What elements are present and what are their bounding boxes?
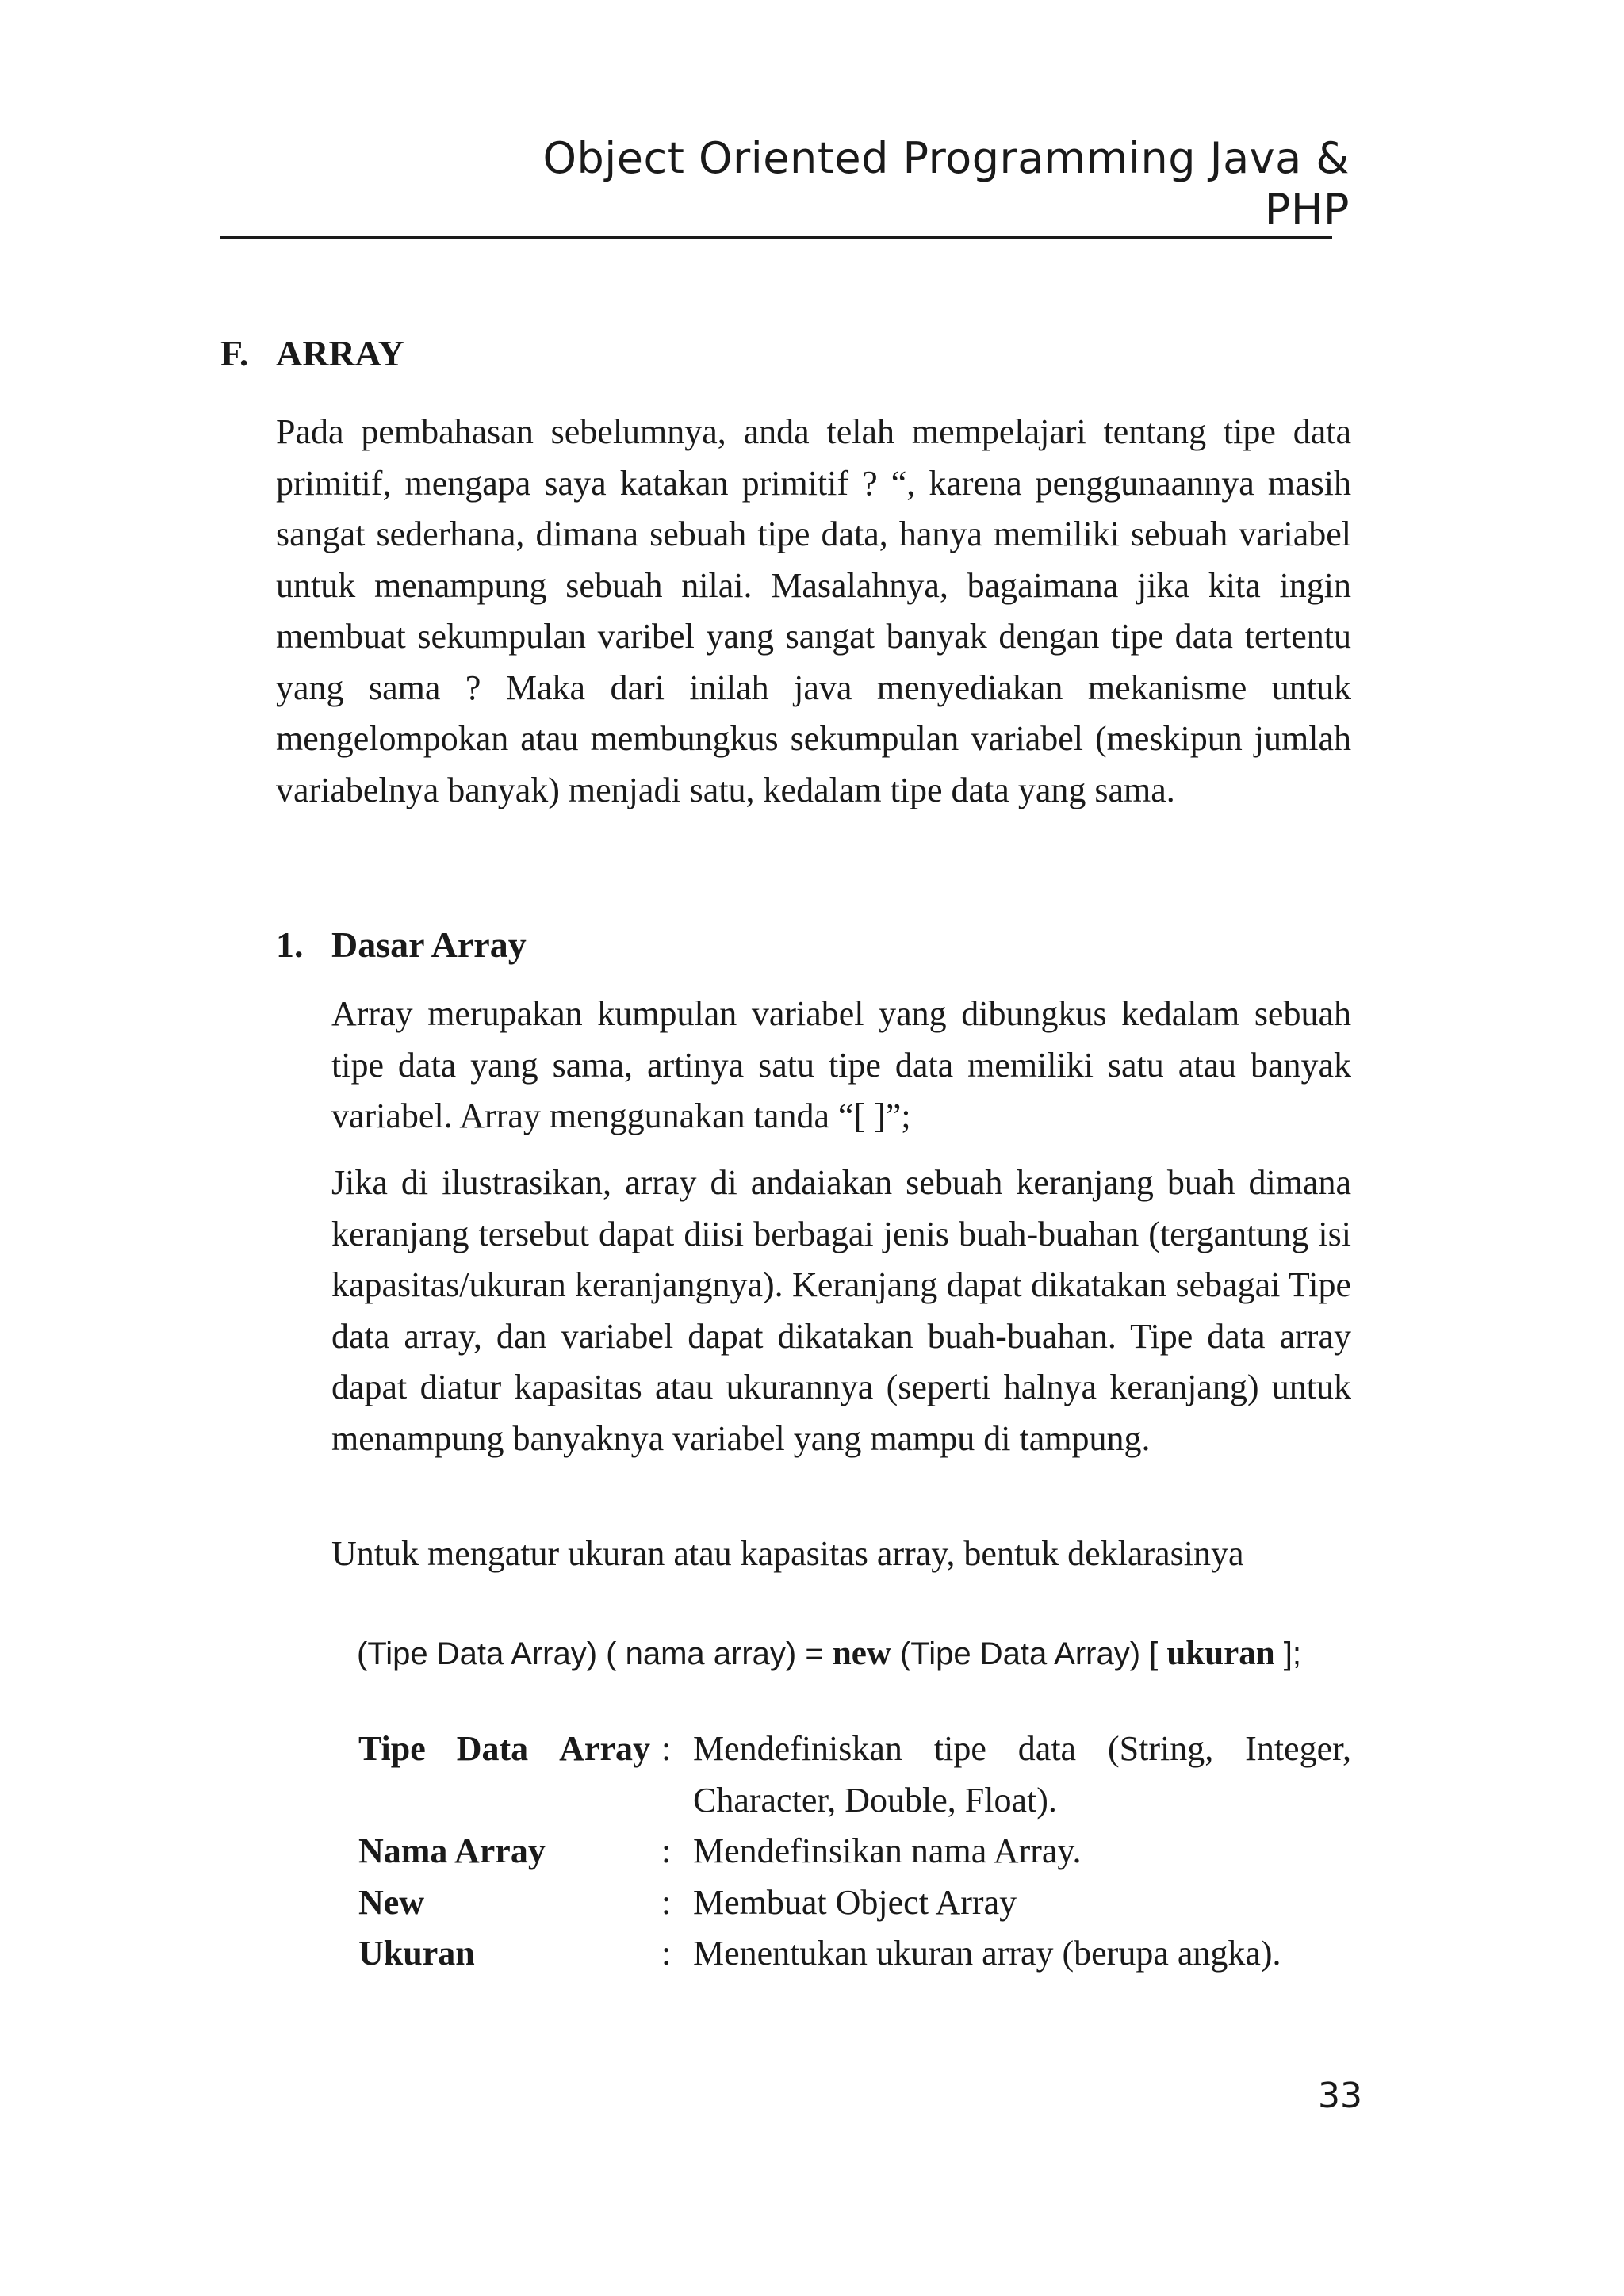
definition-colon: : [661, 1729, 672, 1768]
syntax-keyword-new: new [832, 1635, 891, 1672]
declaration-intro-paragraph: Untuk mengatur ukuran atau kapasitas array, bentuk deklarasinya [331, 1534, 1244, 1573]
subsection-number: 1. [276, 924, 304, 965]
definition-list [358, 1724, 1351, 1980]
running-header: Object Oriented Programming Java & PHP [542, 133, 1350, 235]
subsection-title: Dasar Array [331, 924, 527, 965]
array-declaration-syntax [357, 1632, 1301, 1676]
syntax-keyword-size: ukuran [1166, 1635, 1275, 1672]
definition-colon: : [661, 1882, 672, 1922]
subsection-heading [276, 920, 527, 970]
page-number: 33 [1318, 2076, 1362, 2116]
basket-illustration-paragraph: Jika di ilustrasikan, array di andaiakan sebuah keranjang buah dimana keranjang tersebut dapat diisi berbagai jenis buah-buahan (tergantung isi kapasitas/ukuran keranjangnya). Keranjang dapat dikatakan sebagai Tipe data array, dan variabel dapat dikatakan buah-buahan. Tipe data array dapat diatur kapasitas atau ukurannya (seperti halnya keranjang) untuk menampung banyaknya variabel yang mampu di tampung. [331, 1163, 1351, 1458]
definition-term: Nama Array [358, 1831, 546, 1870]
definition-colon: : [661, 1831, 672, 1870]
syntax-part-3: ]; [1274, 1636, 1301, 1671]
definition-term: New [358, 1882, 425, 1922]
definition-row [358, 1826, 1351, 1877]
definition-row [358, 1724, 1351, 1826]
definition-term: Tipe Data Array [358, 1729, 650, 1768]
syntax-part-1: (Tipe Data Array) ( nama array) = [357, 1636, 833, 1671]
definition-description: Menentukan ukuran array (berupa angka). [693, 1934, 1281, 1973]
definition-description: Membuat Object Array [693, 1882, 1017, 1922]
section-number: F. [220, 333, 249, 373]
definition-description: Mendefiniskan tipe data (String, Integer, Character, Double, Float). [693, 1729, 1351, 1820]
section-heading [220, 328, 404, 379]
syntax-part-2: (Tipe Data Array) [ [891, 1636, 1167, 1671]
intro-paragraph: Pada pembahasan sebelumnya, anda telah mempelajari tentang tipe data primitif, mengapa saya katakan primitif ? “, karena penggunaannya masih sangat sederhana, dimana sebuah tipe data, hanya memiliki sebuah variabel untuk menampung sebuah nilai. Masalahnya, bagaimana jika kita ingin membuat sekumpulan varibel yang sangat banyak dengan tipe data tertentu yang sama ? Maka dari inilah java menyediakan mekanisme untuk mengelompokan atau membungkus sekumpulan variabel (meskipun jumlah variabelnya banyak) menjadi satu, kedalam tipe data yang sama. [276, 412, 1351, 809]
definition-row [358, 1877, 1351, 1929]
section-title: ARRAY [276, 333, 404, 373]
definition-term: Ukuran [358, 1934, 475, 1973]
definition-description: Mendefinsikan nama Array. [693, 1831, 1082, 1870]
array-definition-paragraph: Array merupakan kumpulan variabel yang dibungkus kedalam sebuah tipe data yang sama, artinya satu tipe data memiliki satu atau banyak variabel. Array menggunakan tanda “[ ]”; [331, 994, 1351, 1135]
header-divider [220, 236, 1332, 239]
definition-colon: : [661, 1934, 672, 1973]
definition-row [358, 1928, 1351, 1980]
